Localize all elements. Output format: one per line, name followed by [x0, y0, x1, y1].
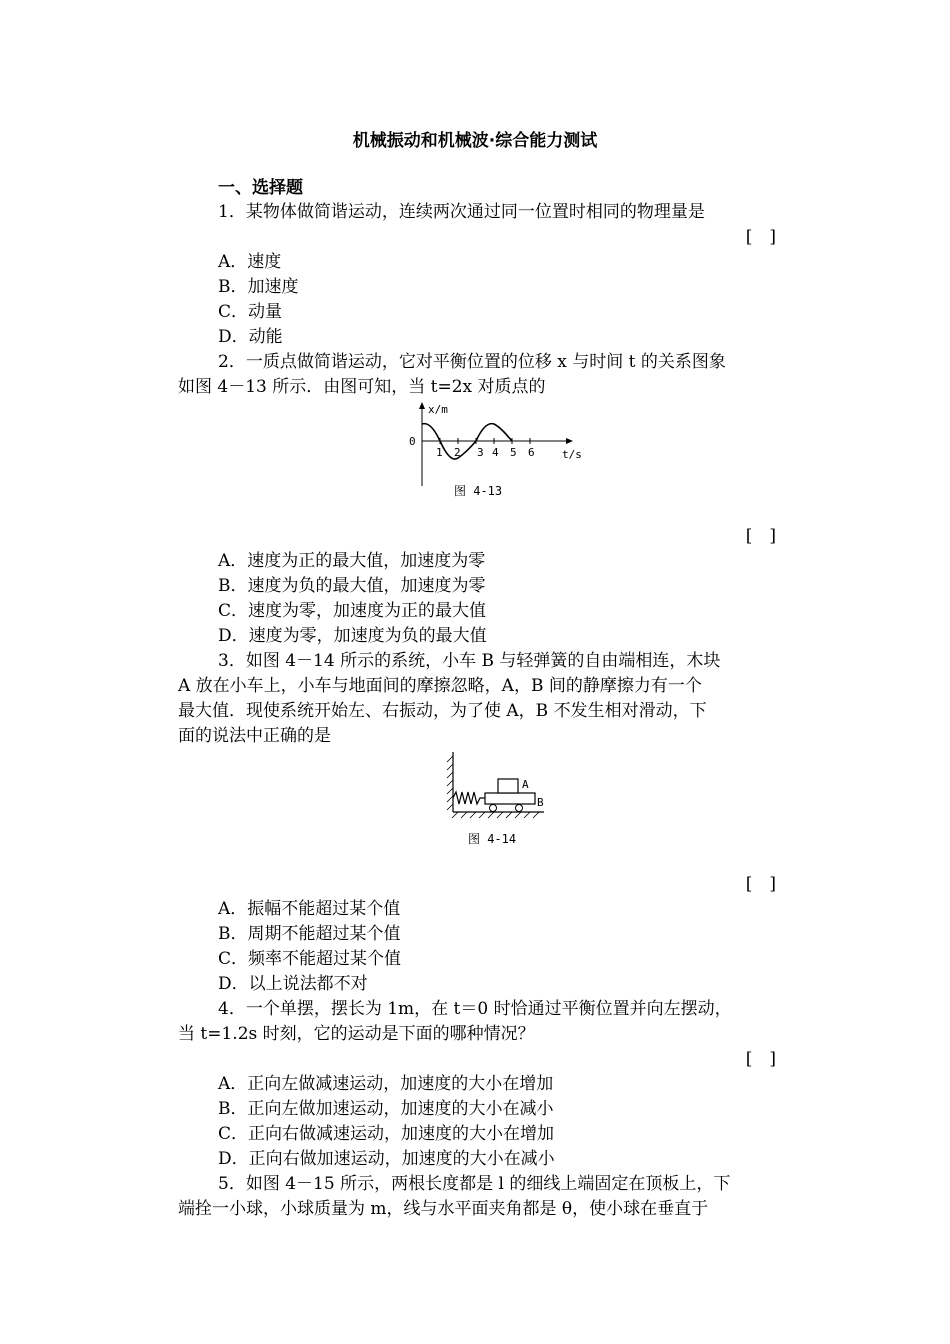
- q3-option-c: C．频率不能超过某个值: [218, 949, 402, 969]
- page-title: 机械振动和机械波·综合能力测试: [352, 131, 598, 151]
- q1-option-a: A．速度: [218, 252, 282, 272]
- tick-label-5: 5: [510, 446, 517, 459]
- figure-caption-4-13: 图 4-13: [454, 484, 503, 498]
- displacement-time-graph: [398, 400, 588, 505]
- label-b: B: [537, 796, 544, 809]
- q2-option-d: D．速度为零，加速度为负的最大值: [218, 626, 487, 646]
- tick-label-1: 1: [436, 446, 443, 459]
- question-3-line-2: A 放在小车上，小车与地面间的摩擦忽略，A，B 间的静摩擦力有一个: [178, 676, 702, 696]
- figure-4-14: [440, 748, 550, 853]
- question-3-line-4: 面的说法中正确的是: [178, 726, 331, 746]
- answer-bracket-4: [ ]: [745, 1049, 776, 1069]
- q3-option-d: D．以上说法都不对: [218, 974, 368, 994]
- x-axis-label: t/s: [562, 448, 582, 461]
- question-3-line-3: 最大值．现使系统开始左、右振动，为了使 A，B 不发生相对滑动，下: [178, 701, 707, 721]
- answer-bracket-2: [ ]: [745, 526, 776, 546]
- spring-cart-diagram: [440, 748, 550, 853]
- floor-hatching: [452, 812, 539, 818]
- answer-bracket-3: [ ]: [745, 874, 776, 894]
- tick-label-3: 3: [477, 446, 484, 459]
- x-axis-arrow: [566, 438, 573, 444]
- origin-label: 0: [409, 435, 416, 448]
- q4-option-a: A．正向左做减速运动，加速度的大小在增加: [218, 1074, 554, 1094]
- tick-label-2: 2: [454, 446, 461, 459]
- y-axis-arrow: [419, 402, 425, 409]
- answer-bracket-1: [ ]: [745, 227, 776, 247]
- q4-option-c: C．正向右做减速运动，加速度的大小在增加: [218, 1124, 555, 1144]
- q1-option-c: C．动量: [218, 302, 283, 322]
- spring: [453, 792, 485, 804]
- cart-wheel-right: [516, 805, 523, 812]
- figure-caption-4-14: 图 4-14: [468, 832, 517, 846]
- section-heading: 一、选择题: [218, 178, 303, 198]
- y-axis-label: x/m: [428, 403, 448, 416]
- q1-option-d: D．动能: [218, 327, 283, 347]
- cart-b: [485, 793, 535, 804]
- question-4-line-2: 当 t=1.2s 时刻，它的运动是下面的哪种情况？: [178, 1024, 535, 1044]
- question-2-line-1: 2．一质点做简谐运动，它对平衡位置的位移 x 与时间 t 的关系图象: [218, 352, 726, 372]
- tick-label-6: 6: [528, 446, 535, 459]
- question-1-text: 1．某物体做简谐运动，连续两次通过同一位置时相同的物理量是: [218, 202, 705, 222]
- q2-option-b: B．速度为负的最大值，加速度为零: [218, 576, 486, 596]
- cart-wheel-left: [490, 805, 497, 812]
- question-3-line-1: 3．如图 4－14 所示的系统，小车 B 与轻弹簧的自由端相连，木块: [218, 651, 721, 671]
- q2-option-a: A．速度为正的最大值，加速度为零: [218, 551, 486, 571]
- tick-label-4: 4: [492, 446, 499, 459]
- figure-4-13: [398, 400, 588, 505]
- question-5-line-1: 5．如图 4－15 所示，两根长度都是 l 的细线上端固定在顶板上，下: [218, 1174, 731, 1194]
- wall-hatching: [447, 756, 453, 810]
- q4-option-d: D．正向右做加速运动，加速度的大小在减小: [218, 1149, 555, 1169]
- question-5-line-2: 端拴一小球，小球质量为 m，线与水平面夹角都是 θ，使小球在垂直于: [178, 1199, 709, 1219]
- block-a: [498, 779, 518, 793]
- question-4-line-1: 4．一个单摆，摆长为 1m，在 t＝0 时恰通过平衡位置并向左摆动，: [218, 999, 732, 1019]
- label-a: A: [522, 778, 529, 791]
- q3-option-b: B．周期不能超过某个值: [218, 924, 401, 944]
- question-2-line-2: 如图 4－13 所示．由图可知，当 t=2x 对质点的: [178, 377, 546, 397]
- q4-option-b: B．正向左做加速运动，加速度的大小在减小: [218, 1099, 554, 1119]
- q1-option-b: B．加速度: [218, 277, 299, 297]
- q2-option-c: C．速度为零，加速度为正的最大值: [218, 601, 487, 621]
- q3-option-a: A．振幅不能超过某个值: [218, 899, 401, 919]
